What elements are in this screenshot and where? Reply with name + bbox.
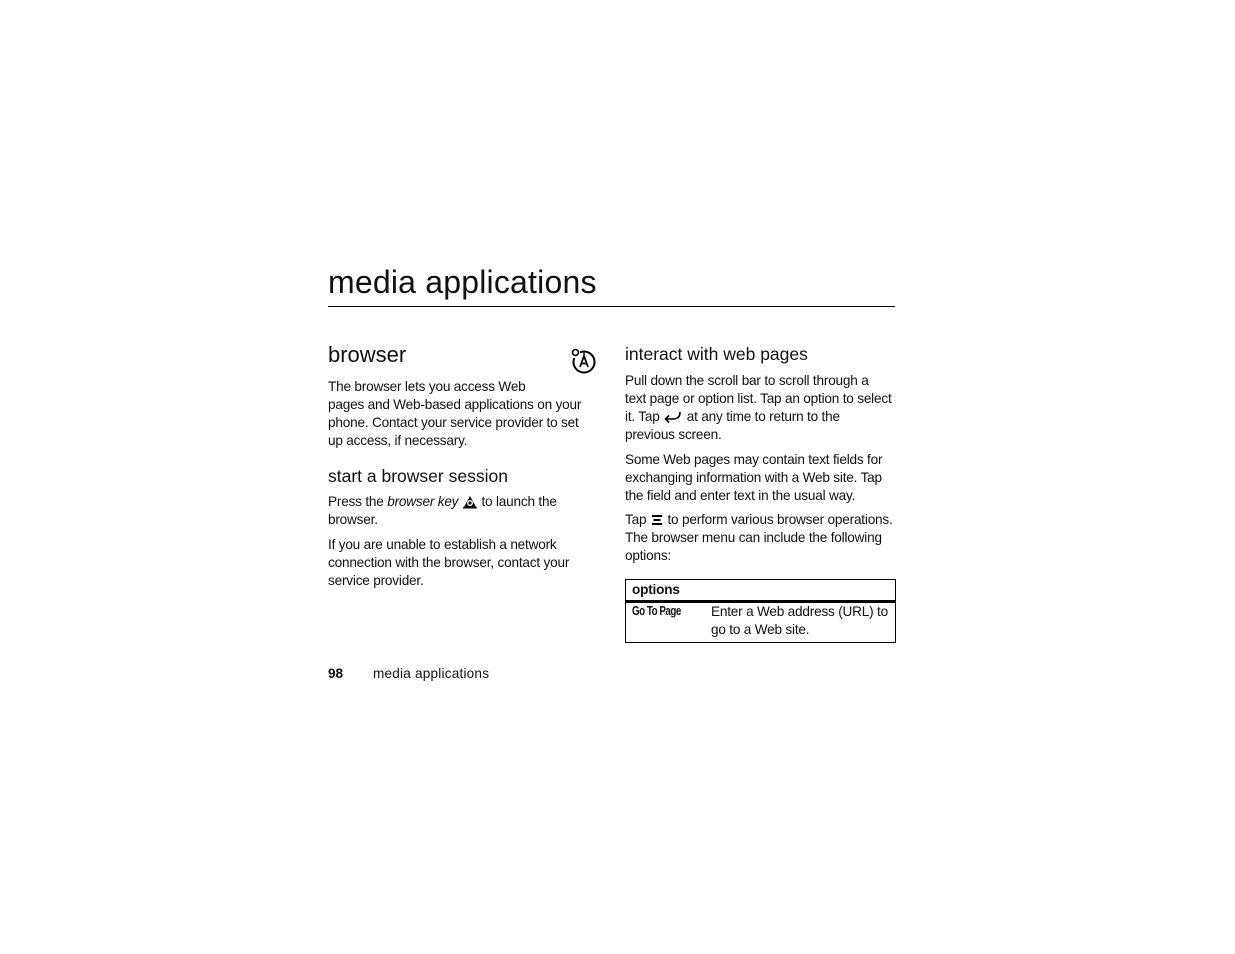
menu-icon: [650, 513, 664, 527]
text-line: browser.: [328, 512, 378, 527]
text-line: connection with the browser, contact your: [328, 555, 570, 570]
text-line: up access, if necessary.: [328, 433, 468, 448]
browser-key-label: browser key: [387, 494, 459, 509]
text-line: options:: [625, 548, 672, 563]
start-session-paragraph: [328, 493, 588, 529]
browser-key-icon: [462, 493, 478, 509]
text-line: go to a Web site.: [711, 622, 810, 637]
chapter-divider: [328, 306, 895, 307]
interact-paragraph-3: [625, 511, 895, 565]
text-line: exchanging information with a Web site. Tap: [625, 470, 882, 485]
section-title-browser: browser: [328, 342, 407, 367]
text-line: Some Web pages may contain text fields for: [625, 452, 883, 467]
text: to perform various browser operations.: [667, 512, 893, 527]
page-number: 98: [328, 666, 344, 681]
chapter-title: media applications: [328, 264, 597, 300]
network-feature-icon: [571, 347, 597, 375]
text: at any time to return to the: [686, 409, 840, 424]
text-line: the field and enter text in the usual way.: [625, 488, 856, 503]
text-line: The browser lets you access Web: [328, 379, 526, 394]
text-line: previous screen.: [625, 427, 722, 442]
text-line: Enter a Web address (URL) to: [711, 604, 888, 619]
option-go-to-page: Go To Page: [632, 604, 681, 618]
interact-paragraph-2: [625, 451, 895, 505]
back-arrow-icon: [663, 410, 683, 424]
text-line: If you are unable to establish a network: [328, 537, 557, 552]
text-line: phone. Contact your service provider to set: [328, 415, 579, 430]
options-header-label: options: [632, 582, 680, 597]
footer-label: media applications: [373, 666, 490, 681]
text: Tap: [625, 512, 647, 527]
network-error-paragraph: [328, 536, 588, 590]
text: Press the: [328, 494, 384, 509]
browser-intro-paragraph: [328, 378, 588, 450]
text-line: pages and Web-based applications on your: [328, 397, 582, 412]
options-table: [625, 579, 896, 643]
text-line: The browser menu can include the following: [625, 530, 882, 545]
interact-paragraph-1: [625, 372, 895, 444]
heading-start-session: start a browser session: [328, 466, 508, 486]
text: it. Tap: [625, 409, 660, 424]
text-line: service provider.: [328, 573, 424, 588]
option-description: [711, 603, 893, 639]
options-table-header: [626, 580, 895, 603]
text-line: text page or option list. Tap an option to select: [625, 391, 892, 406]
text: to launch the: [481, 494, 557, 509]
heading-interact: interact with web pages: [625, 344, 808, 364]
text-line: Pull down the scroll bar to scroll through a: [625, 373, 869, 388]
